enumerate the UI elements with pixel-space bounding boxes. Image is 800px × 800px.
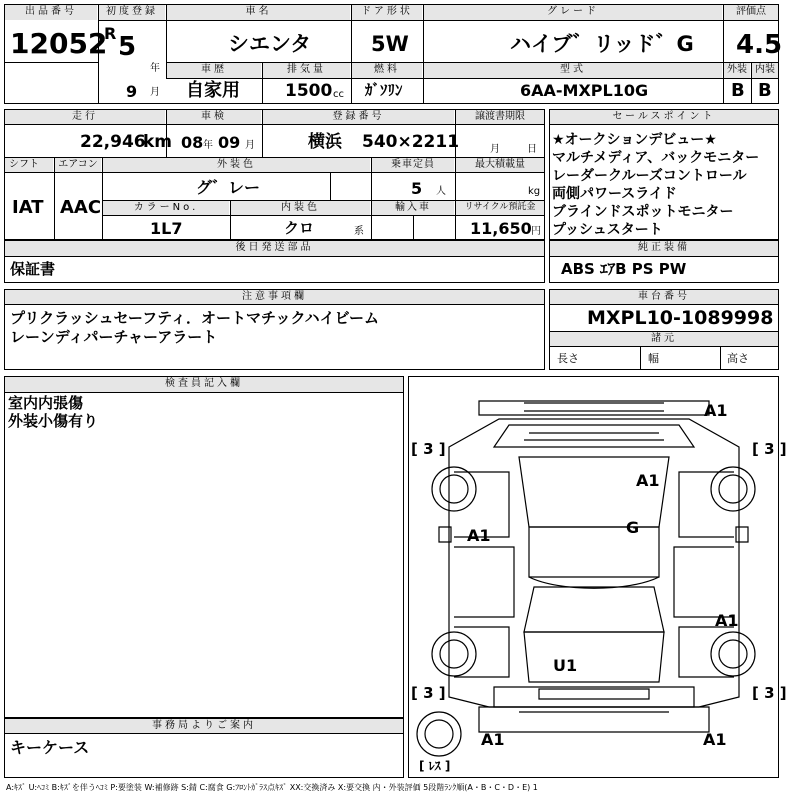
chassis-number: MXPL10-1089998 (587, 307, 774, 329)
insp-year: 08 (181, 133, 204, 152)
name-label: 車名 (167, 5, 350, 20)
damage-diagram (408, 376, 787, 778)
sales-line: プッシュスタート (552, 222, 663, 238)
equipment: ABS ｴｱB PS PW (561, 260, 687, 278)
car-name: シエンタ (228, 32, 312, 56)
notes-label: 注意事項欄 (5, 290, 544, 304)
displacement-label: 排気量 (263, 63, 350, 78)
int-grade: B (758, 80, 772, 101)
capacity-label: 乗車定員 (372, 158, 454, 172)
int-color-label: 内装色 (231, 201, 370, 215)
sales-label: セールスポイント (550, 110, 778, 124)
grade: ハイブ゛リッド゛G (510, 32, 694, 56)
int-label: 内装 (752, 63, 778, 78)
year-unit: 年 (150, 63, 160, 74)
ext-label: 外装 (724, 63, 750, 78)
model: 6AA-MXPL10G (520, 81, 649, 100)
insp-year-unit: 年 (203, 140, 213, 151)
aircon-label: エアコン (55, 158, 101, 172)
score-label: 評価点 (724, 5, 778, 20)
spare-tire: [ ﾚｽ ] (419, 759, 451, 773)
displacement: 1500 (285, 81, 333, 101)
chassis-label: 車台番号 (550, 290, 778, 304)
reg-label: 登録番号 (263, 110, 454, 124)
score: 4.5 (736, 30, 783, 60)
displacement-unit: cc (333, 89, 344, 100)
office-label: 事務局よりご案内 (5, 719, 403, 733)
damage-mark-a1: A1 (467, 526, 491, 545)
ext-color-label: 外装色 (103, 158, 370, 172)
sales-line: レーダークルーズコントロール (552, 168, 747, 184)
int-color: クロ (284, 219, 315, 237)
capacity: 5 (411, 179, 423, 198)
sales-line: ★オークションデビュー★ (552, 132, 717, 148)
import-label: 輸入車 (372, 201, 454, 215)
later-parts: 保証書 (10, 260, 56, 278)
reg-area: 横浜 (308, 132, 342, 152)
fuel-label: 燃料 (352, 63, 422, 78)
mileage-unit: km (143, 132, 173, 152)
damage-mark-u1: U1 (553, 656, 578, 675)
inspector-line: 室内内張傷 (8, 394, 84, 412)
grade-label: グレード (424, 5, 722, 20)
insp-month-unit: 月 (245, 140, 255, 151)
recycle-label: リサイクル預託金 (456, 201, 544, 215)
tire-tread: [ 3 ] (411, 440, 446, 458)
int-color-unit: 系 (354, 226, 364, 237)
height-label: 高さ (727, 352, 749, 365)
sales-line: ブラインドスポットモニター (552, 204, 734, 220)
specs-block (4, 109, 545, 240)
capacity-unit: 人 (436, 186, 446, 197)
tire-tread: [ 3 ] (752, 684, 787, 702)
car-outline (409, 377, 778, 777)
tire-tread: [ 3 ] (752, 440, 787, 458)
reg-year: 5 (118, 32, 137, 62)
color-no: 1L7 (150, 219, 183, 238)
inspector-line: 外装小傷有り (8, 412, 99, 430)
shift-label: シフト (5, 158, 53, 172)
lot-label: 出品番号 (5, 5, 97, 20)
transfer-month-unit: 月 (490, 144, 500, 155)
insp-month: 09 (218, 133, 241, 152)
notes-line: レーンディパーチャーアラート (10, 328, 218, 346)
lot-number: 12052 (10, 27, 108, 60)
office-note: キーケース (10, 738, 90, 757)
fuel: ｶﾞｿﾘﾝ (365, 81, 403, 99)
damage-mark-g: G (626, 518, 640, 537)
mileage-label: 走行 (5, 110, 165, 124)
first-reg-label: 初度登録 (99, 5, 165, 20)
width-label: 幅 (648, 352, 659, 365)
load-label: 最大積載量 (456, 158, 544, 172)
door-label: ドア形状 (352, 5, 422, 20)
load-unit: kg (528, 186, 541, 197)
sales-line: 両側パワースライド (552, 186, 677, 202)
dims-label: 諸元 (550, 332, 778, 346)
transfer-label: 譲渡書期限 (456, 110, 544, 124)
length-label: 長さ (557, 352, 579, 365)
transfer-day-unit: 日 (527, 144, 537, 155)
shift: IAT (12, 197, 44, 218)
damage-mark-a1: A1 (704, 401, 728, 420)
damage-mark-a1: A1 (481, 730, 505, 749)
history: 自家用 (186, 80, 240, 101)
recycle-unit: 円 (531, 226, 541, 237)
legend: A:ｷｽﾞ U:ﾍｺﾐ B:ｷｽﾞを伴うﾍｺﾐ P:要塗装 W:補修跡 S:錆 C:腐食 G:ﾌﾛﾝﾄｶﾞﾗｽ点ｷｽﾞ XX:交換済み X:要交換 内・外装評価 5段階ﾗﾝｸ順(A・B・C・D・E) 1 (6, 783, 538, 792)
sales-line: マルチメディア、バックモニター (552, 150, 760, 166)
history-label: 車歴 (167, 63, 261, 78)
equipment-label: 純正装備 (550, 241, 778, 256)
inspection-label: 車検 (167, 110, 261, 124)
damage-mark-a1: A1 (703, 730, 727, 749)
ext-color: グ゛レー (196, 178, 261, 197)
ext-grade: B (731, 80, 745, 101)
month-unit: 月 (150, 87, 160, 98)
reg-month: 9 (126, 82, 138, 101)
reg-number: 540×2211 (362, 132, 460, 152)
model-label: 型式 (424, 63, 722, 78)
damage-mark-a1: A1 (715, 611, 739, 630)
inspector-label: 検査員記入欄 (5, 377, 403, 392)
later-parts-label: 後日発送部品 (5, 241, 544, 256)
recycle: 11,650 (470, 219, 532, 238)
color-no-label: カラーNo. (103, 201, 229, 215)
door-type: 5W (371, 32, 409, 56)
mileage: 22,946 (80, 132, 146, 152)
aircon: AAC (60, 197, 102, 218)
notes-line: プリクラッシュセーフティ．オートマチックハイビーム (10, 309, 380, 327)
era: R (104, 24, 117, 43)
tire-tread: [ 3 ] (411, 684, 446, 702)
damage-mark-a1: A1 (636, 471, 660, 490)
